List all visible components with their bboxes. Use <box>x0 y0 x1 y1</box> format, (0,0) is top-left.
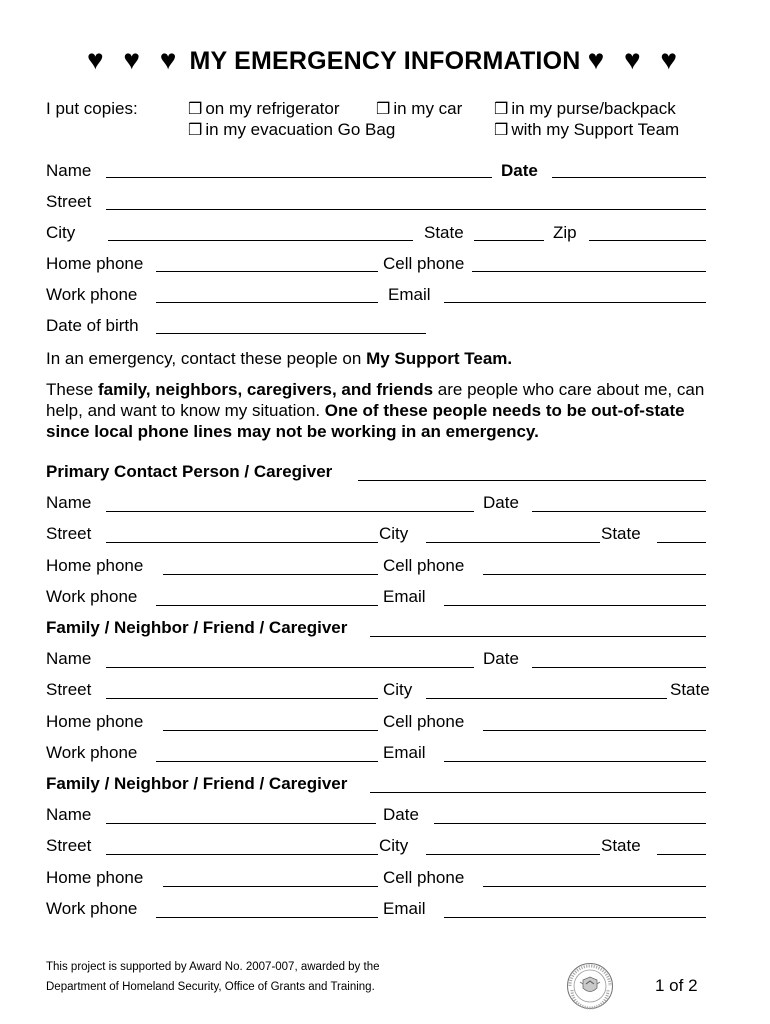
contact-2-home-phone-field[interactable] <box>163 730 378 731</box>
contact-2-city-field[interactable] <box>426 698 667 699</box>
contact-3-city-label: City <box>379 836 409 855</box>
contact-3-state-label: State <box>601 836 641 855</box>
contact-1-heading: Primary Contact Person / Caregiver <box>46 462 333 481</box>
contact-1-street-label: Street <box>46 524 92 543</box>
page-number: 1 of 2 <box>655 976 698 995</box>
contact-3-city-field[interactable] <box>426 854 600 855</box>
title-text: MY EMERGENCY INFORMATION <box>189 47 581 75</box>
checkbox-icon: ❒ <box>188 101 203 118</box>
contact-1-date-field[interactable] <box>532 511 706 512</box>
contact-1-city-field[interactable] <box>426 542 600 543</box>
contact-1-home-phone-label: Home phone <box>46 556 144 575</box>
contact-3-name-label: Name <box>46 805 92 824</box>
copy-option-car[interactable]: ❒ in my car <box>376 99 463 118</box>
footer-department-line: Department of Homeland Security, Office of Grants and Training. <box>46 981 375 993</box>
city-field[interactable] <box>108 240 413 241</box>
contact-2-name-field[interactable] <box>106 667 474 668</box>
contact-3-home-phone-field[interactable] <box>163 886 378 887</box>
footer-award-line: This project is supported by Award No. 2007-007, awarded by the <box>46 961 380 973</box>
zip-field[interactable] <box>589 240 706 241</box>
contact-2-state-label: State <box>670 680 710 699</box>
dob-label: Date of birth <box>46 316 139 335</box>
street-field[interactable] <box>106 209 706 210</box>
contact-2-city-label: City <box>383 680 413 699</box>
work-phone-field[interactable] <box>156 302 378 303</box>
contact-2-date-label: Date <box>483 649 519 668</box>
contact-2-email-field[interactable] <box>444 761 706 762</box>
dob-field[interactable] <box>156 333 426 334</box>
contact-3-home-phone-label: Home phone <box>46 868 144 887</box>
checkbox-icon: ❒ <box>376 101 391 118</box>
contact-2-street-field[interactable] <box>106 698 378 699</box>
state-field[interactable] <box>474 240 544 241</box>
contact-2-name-label: Name <box>46 649 92 668</box>
contact-1-home-phone-field[interactable] <box>163 574 378 575</box>
contact-2-email-label: Email <box>383 743 426 762</box>
dhs-seal-icon <box>566 962 614 1010</box>
email-field[interactable] <box>444 302 706 303</box>
contact-3-work-phone-label: Work phone <box>46 899 138 918</box>
contact-1-work-phone-label: Work phone <box>46 587 138 606</box>
contact-2-work-phone-field[interactable] <box>156 761 378 762</box>
email-label: Email <box>388 285 431 304</box>
contact-2-heading: Family / Neighbor / Friend / Caregiver <box>46 618 348 637</box>
copy-option-go-bag[interactable]: ❒ in my evacuation Go Bag <box>188 120 396 139</box>
contact-1-name-field[interactable] <box>106 511 474 512</box>
contact-3-heading-field[interactable] <box>370 792 706 793</box>
cell-phone-field[interactable] <box>472 271 706 272</box>
zip-label: Zip <box>553 223 577 242</box>
contact-2-cell-phone-label: Cell phone <box>383 712 465 731</box>
contact-2-date-field[interactable] <box>532 667 706 668</box>
contact-1-name-label: Name <box>46 493 92 512</box>
contact-3-state-field[interactable] <box>657 854 706 855</box>
contact-1-email-field[interactable] <box>444 605 706 606</box>
contact-2-work-phone-label: Work phone <box>46 743 138 762</box>
support-team-intro: In an emergency, contact these people on My Support Team. <box>46 349 513 368</box>
contact-2-cell-phone-field[interactable] <box>483 730 706 731</box>
checkbox-icon: ❒ <box>188 122 203 139</box>
date-label: Date <box>501 161 538 180</box>
contact-2-street-label: Street <box>46 680 92 699</box>
checkbox-icon: ❒ <box>494 122 509 139</box>
home-phone-label: Home phone <box>46 254 144 273</box>
contact-3-name-field[interactable] <box>106 823 376 824</box>
name-label: Name <box>46 161 92 180</box>
support-team-paragraph: These family, neighbors, caregivers, and friends are people who care about me, can help, and want to know my situation. One of these people needs to be out-of-state since local phone lines may not be working in an emergency. <box>46 380 705 441</box>
date-field[interactable] <box>552 177 706 178</box>
contact-3-heading: Family / Neighbor / Friend / Caregiver <box>46 774 348 793</box>
checkbox-icon: ❒ <box>494 101 509 118</box>
contact-2-home-phone-label: Home phone <box>46 712 144 731</box>
contact-3-date-field[interactable] <box>434 823 706 824</box>
copy-option-support-team[interactable]: ❒ with my Support Team <box>494 120 680 139</box>
hearts-right: ♥ ♥ ♥ <box>587 44 684 75</box>
city-label: City <box>46 223 76 242</box>
contact-1-state-field[interactable] <box>657 542 706 543</box>
name-field[interactable] <box>106 177 492 178</box>
contact-3-street-label: Street <box>46 836 92 855</box>
contact-1-email-label: Email <box>383 587 426 606</box>
contact-3-street-field[interactable] <box>106 854 378 855</box>
state-label: State <box>424 223 464 242</box>
work-phone-label: Work phone <box>46 285 138 304</box>
contact-1-work-phone-field[interactable] <box>156 605 378 606</box>
contact-1-street-field[interactable] <box>106 542 378 543</box>
cell-phone-label: Cell phone <box>383 254 465 273</box>
contact-1-heading-field[interactable] <box>358 480 706 481</box>
copy-option-purse[interactable]: ❒ in my purse/backpack <box>494 99 676 118</box>
contact-1-date-label: Date <box>483 493 519 512</box>
contact-1-cell-phone-field[interactable] <box>483 574 706 575</box>
contact-3-email-label: Email <box>383 899 426 918</box>
copy-option-refrigerator[interactable]: ❒ on my refrigerator <box>188 99 340 118</box>
contact-3-cell-phone-field[interactable] <box>483 886 706 887</box>
contact-3-email-field[interactable] <box>444 917 706 918</box>
page-title <box>0 44 770 76</box>
hearts-left: ♥ ♥ ♥ <box>86 44 183 75</box>
contact-3-work-phone-field[interactable] <box>156 917 378 918</box>
contact-3-cell-phone-label: Cell phone <box>383 868 465 887</box>
contact-2-heading-field[interactable] <box>370 636 706 637</box>
copies-label: I put copies: <box>46 99 138 118</box>
street-label: Street <box>46 192 92 211</box>
contact-1-cell-phone-label: Cell phone <box>383 556 465 575</box>
contact-3-date-label: Date <box>383 805 419 824</box>
contact-1-city-label: City <box>379 524 409 543</box>
home-phone-field[interactable] <box>156 271 378 272</box>
contact-1-state-label: State <box>601 524 641 543</box>
